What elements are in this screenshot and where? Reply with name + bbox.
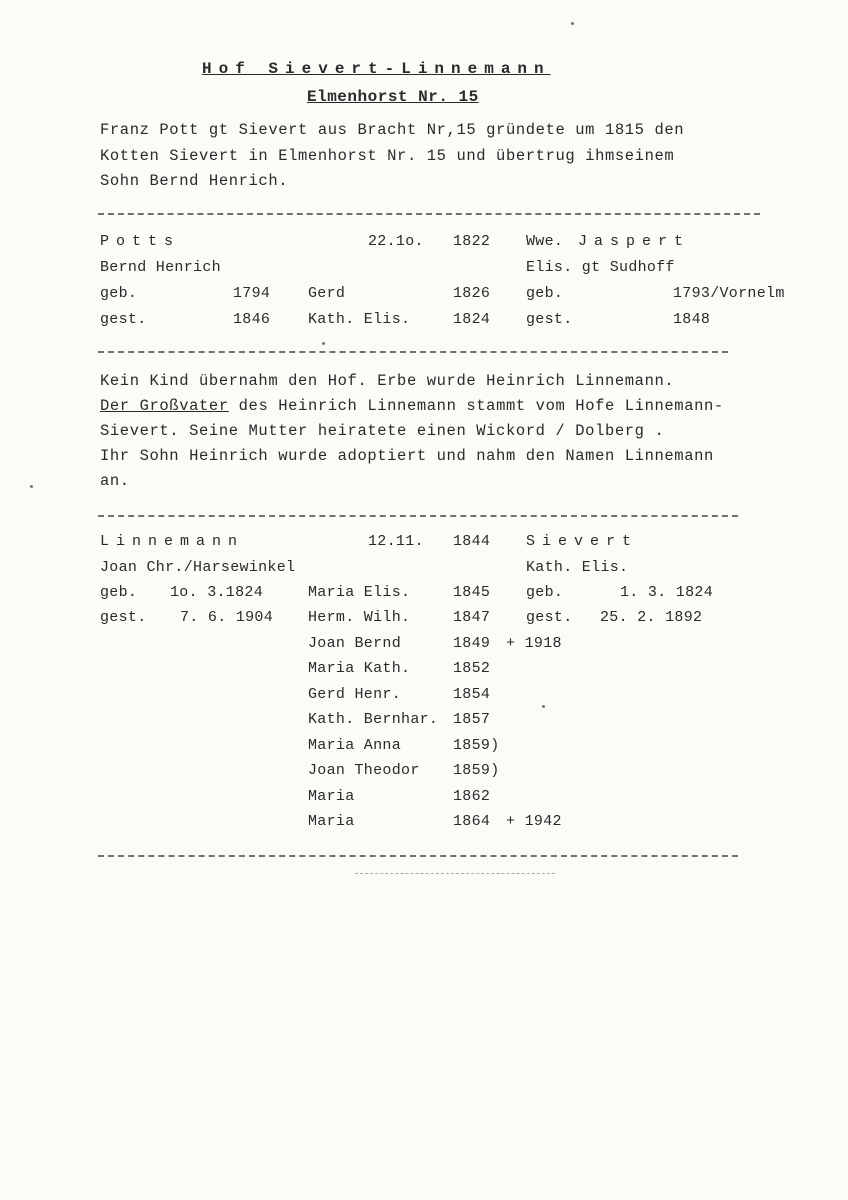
family2-husband-name: Joan Chr./Harsewinkel (100, 559, 296, 576)
note-line-2-rest: des Heinrich Linnemann stammt vom Hofe Linnemann- (228, 397, 724, 415)
family1-wife-born-label: geb. (526, 285, 564, 302)
divider-1 (98, 213, 760, 215)
page-subtitle: Elmenhorst Nr. 15 (307, 88, 479, 106)
note-line-2 (100, 397, 724, 415)
family2-child-year: 1857 (453, 711, 491, 728)
family2-wife-surname: Sievert (526, 533, 639, 550)
family2-child-name: Joan Theodor (308, 762, 420, 779)
family1-husband-born: 1794 (233, 285, 271, 302)
family2-child-name: Maria Anna (308, 737, 402, 754)
family1-wife-name: Elis. gt Sudhoff (526, 259, 675, 276)
family1-husband-surname: Potts (100, 233, 181, 250)
family2-husband-died: 7. 6. 1904 (180, 609, 274, 626)
family2-child-year: 1849 (453, 635, 491, 652)
family2-child-name: Herm. Wilh. (308, 609, 411, 626)
intro-line-3: Sohn Bernd Henrich. (100, 172, 289, 190)
family2-husband-surname: Linnemann (100, 533, 245, 550)
family1-wife-surname: Jaspert (578, 233, 691, 250)
note-line-1: Kein Kind übernahm den Hof. Erbe wurde Heinrich Linnemann. (100, 372, 675, 390)
family1-marriage-year: 1822 (453, 233, 491, 250)
note-line-4: Ihr Sohn Heinrich wurde adoptiert und nahm den Namen Linnemann (100, 447, 714, 465)
family2-wife-name: Kath. Elis. (526, 559, 629, 576)
scan-speck (542, 705, 545, 708)
family1-child-1-name: Gerd (308, 285, 346, 302)
divider-4 (98, 855, 738, 857)
intro-line-1: Franz Pott gt Sievert aus Bracht Nr,15 gründete um 1815 den (100, 121, 685, 139)
family1-wife-born: 1793/Vornelm (673, 285, 785, 302)
family1-marriage-date: 22.1o. (368, 233, 424, 250)
family2-child-name: Maria Elis. (308, 584, 411, 601)
family1-husband-died: 1846 (233, 311, 271, 328)
divider-3 (98, 515, 738, 517)
family1-child-1-year: 1826 (453, 285, 491, 302)
family2-wife-died: 25. 2. 1892 (600, 609, 703, 626)
scan-speck (571, 22, 574, 25)
family2-child-year: 1859) (453, 762, 500, 779)
family2-child-year: 1859) (453, 737, 500, 754)
family2-wife-died-label: gest. (526, 609, 573, 626)
family1-child-2-year: 1824 (453, 311, 491, 328)
family1-wife-prefix: Wwe. (526, 233, 564, 250)
note-line-5: an. (100, 472, 130, 490)
divider-2 (98, 351, 728, 353)
page-title: Hof Sievert-Linnemann (202, 60, 551, 78)
family2-child-year: 1862 (453, 788, 491, 805)
family1-child-2-name: Kath. Elis. (308, 311, 411, 328)
family2-child-note: + 1918 (506, 635, 562, 652)
family2-child-name: Joan Bernd (308, 635, 402, 652)
family2-marriage-year: 1844 (453, 533, 491, 550)
family2-marriage-date: 12.11. (368, 533, 424, 550)
family2-child-year: 1864 (453, 813, 491, 830)
note-underlined-phrase: Der Großvater (100, 397, 229, 415)
family2-child-year: 1847 (453, 609, 491, 626)
family2-child-name: Maria (308, 813, 355, 830)
family2-child-year: 1852 (453, 660, 491, 677)
family2-child-name: Maria (308, 788, 355, 805)
family2-child-year: 1854 (453, 686, 491, 703)
family2-husband-born: 1o. 3.1824 (170, 584, 264, 601)
family2-child-name: Kath. Bernhar. (308, 711, 439, 728)
family2-husband-died-label: gest. (100, 609, 147, 626)
faint-divider (355, 873, 555, 874)
family2-wife-born: 1. 3. 1824 (620, 584, 714, 601)
scan-speck (30, 485, 33, 488)
family1-husband-name: Bernd Henrich (100, 259, 221, 276)
family1-wife-died: 1848 (673, 311, 711, 328)
family2-child-note: + 1942 (506, 813, 562, 830)
family2-child-name: Gerd Henr. (308, 686, 402, 703)
note-line-3: Sievert. Seine Mutter heiratete einen Wickord / Dolberg . (100, 422, 665, 440)
intro-line-2: Kotten Sievert in Elmenhorst Nr. 15 und übertrug ihmseinem (100, 147, 675, 165)
family1-wife-died-label: gest. (526, 311, 573, 328)
family2-husband-born-label: geb. (100, 584, 138, 601)
family2-child-name: Maria Kath. (308, 660, 411, 677)
family2-wife-born-label: geb. (526, 584, 564, 601)
family1-husband-died-label: gest. (100, 311, 147, 328)
family2-child-year: 1845 (453, 584, 491, 601)
scan-speck (322, 342, 325, 345)
family1-husband-born-label: geb. (100, 285, 138, 302)
